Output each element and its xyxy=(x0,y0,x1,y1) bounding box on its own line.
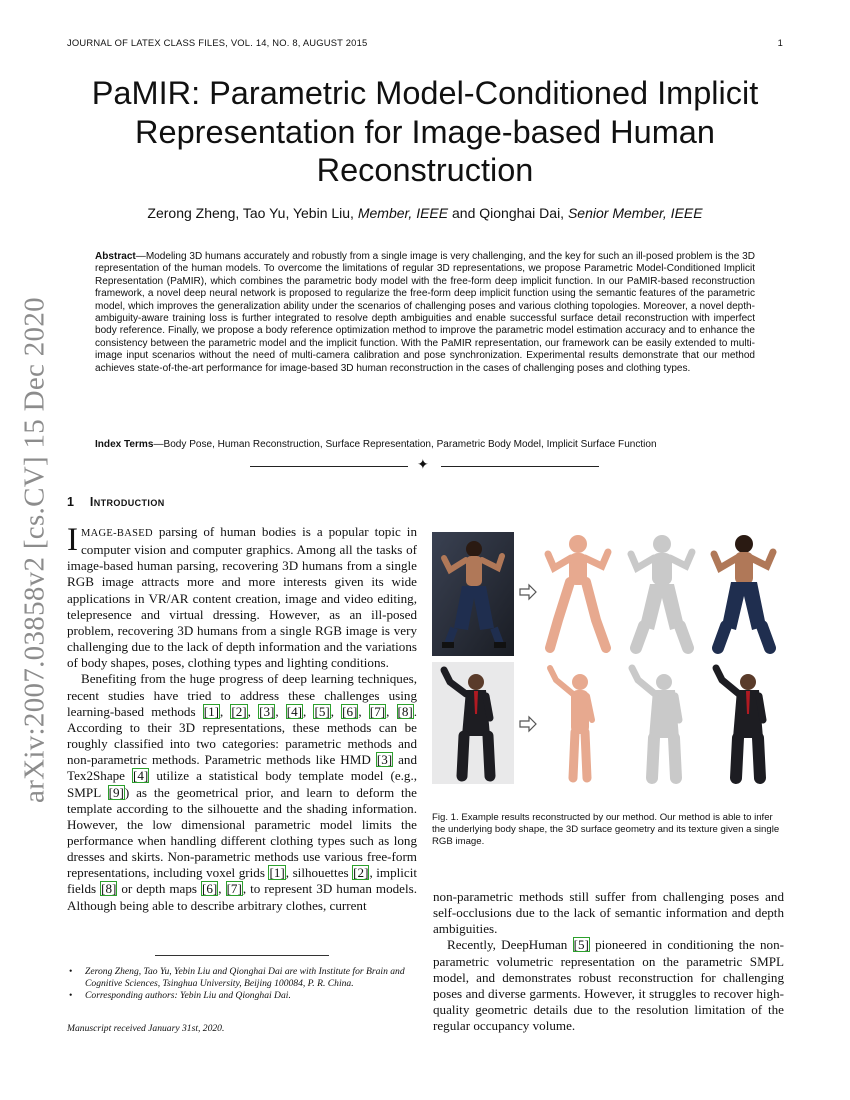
citation-link[interactable]: [1] xyxy=(203,703,219,719)
citation-link[interactable]: [7] xyxy=(369,703,386,719)
footnotes xyxy=(67,966,419,1003)
abstract-text: —Modeling 3D humans accurately and robustly from a single image is very challenging, and the key for such an ill-posed problem is the 3D representation of the human models. To overcome the limitations of regular 3D representations, we propose Parametric Model-Conditioned Implicit Representation (PaMIR), which combines the parametric body model with the free-form deep implicit function. In our PaMIR-based reconstruction framework, a novel deep neural network is proposed to regularize the free-form deep implicit function using the semantic features of the parametric model, which improves the generalization ability under the scenarios of challenging poses and various clothing topologies. Moreover, a novel depth-ambiguity-aware training loss is further integrated to resolve depth ambiguities and enable successful surface detail reconstruction with imperfect body reference. Finally, we propose a body reference optimization method to improve the parametric model estimation accuracy and to enhance the consistency between the parametric model and the implicit function. With the PaMIR representation, our framework can be easily extended to multi-image input scenarios without the need of multi-camera calibration and pose synchronization. Experimental results demonstrate that our method achieves state-of-the-art performance for image-based 3D human reconstruction in the cases of challenging poses and clothing types. xyxy=(95,251,755,374)
figure-caption: Fig. 1. Example results reconstructed by our method. Our method is able to infer the underlying body shape, the 3D surface geometry and its texture given a single RGB image. xyxy=(432,812,780,847)
intro-p2-text: , xyxy=(218,881,226,897)
citation-link[interactable]: [7] xyxy=(226,881,242,897)
index-terms-text: —Body Pose, Human Reconstruction, Surface Representation, Parametric Body Model, Implicit Surface Function xyxy=(153,439,657,450)
intro-p2-text: utilize a statistical body template model (e.g., SMPL xyxy=(67,768,417,800)
index-terms xyxy=(95,439,755,451)
manuscript-date: Manuscript received January 31st, 2020. xyxy=(67,1023,225,1034)
separator-rule-right xyxy=(441,466,599,467)
section-number: 1 xyxy=(67,495,75,509)
separator-diamond-icon: ✦ xyxy=(417,458,429,473)
right-p2-text: pioneered in conditioning the non-parametric volumetric representation on the parametric SMPL model, and demonstrates robust reconstruction for challenging poses and diverse garments. However, it struggles to recover high-quality geometric details due to the resolution limitation of the regular occupancy volume. xyxy=(433,937,784,1034)
intro-p2-text: , silhouettes xyxy=(285,865,353,881)
arrow-right-icon xyxy=(518,582,538,602)
section-title: Introduction xyxy=(89,495,165,509)
citation-link[interactable]: [9] xyxy=(108,784,124,800)
body-shape-2 xyxy=(540,662,618,786)
input-photo-1 xyxy=(432,532,514,656)
intro-paragraph-1 xyxy=(67,524,417,671)
arrow-right-icon xyxy=(518,714,538,734)
textured-result-1 xyxy=(704,530,784,658)
citation-link[interactable]: [4] xyxy=(286,703,303,719)
citation-link[interactable]: [6] xyxy=(342,703,358,719)
geometry-mesh-2 xyxy=(622,662,702,786)
citation-sep: , xyxy=(275,703,286,719)
author-and: and Qionghai Dai, xyxy=(452,205,565,221)
citation-sep: , xyxy=(247,703,259,719)
citation-sep: , xyxy=(303,703,314,719)
section-heading xyxy=(67,495,165,509)
intro-paragraph-2 xyxy=(67,671,417,913)
citation-link[interactable]: [5] xyxy=(314,703,330,719)
footnote-corresponding: • Corresponding authors: Yebin Liu and Qionghai Dai. xyxy=(67,990,419,1002)
citation-link[interactable]: [5] xyxy=(573,937,589,953)
citation-sep: , xyxy=(219,703,231,719)
citation-link[interactable]: [2] xyxy=(231,703,247,719)
citation-link[interactable]: [4] xyxy=(133,768,149,784)
citation-sep: , xyxy=(330,703,342,719)
intro-p2-text: and Tex2Shape xyxy=(67,752,418,784)
textured-result-2 xyxy=(704,662,784,786)
citation-link[interactable]: [8] xyxy=(101,881,117,897)
author-role-member: Member, IEEE xyxy=(357,205,449,221)
running-header xyxy=(67,37,783,48)
input-photo-2 xyxy=(432,662,514,784)
right-paragraph-2 xyxy=(433,937,784,1034)
index-terms-label: Index Terms xyxy=(95,439,154,450)
citation-link[interactable]: [2] xyxy=(353,865,369,881)
intro-p2-text: ) as the geometrical prior, and learn to deform the template according to the silhouette and the shading information. However, the low dimensional parametric model limits the performance when handling different clothing types such as long dresses and skirts. Non-parametric methods use various free-form representations, including voxel grids xyxy=(67,784,417,881)
citation-link[interactable]: [8] xyxy=(397,703,413,719)
figure-1 xyxy=(432,530,784,792)
intro-smallcaps: MAGE-BASED xyxy=(81,528,153,539)
intro-right-column xyxy=(433,889,784,1034)
intro-p2-text: . According to their 3D representations, these methods can be roughly classified into two categories: parametric methods and non-parametric methods. Parametric methods like HMD xyxy=(67,703,418,768)
citation-link[interactable]: [3] xyxy=(259,703,275,719)
footnote-affiliation: • Zerong Zheng, Tao Yu, Yebin Liu and Qionghai Dai are with Institute for Brain and Cognitive Sciences, Tsinghua University, Beijing 100084, P. R. China. xyxy=(67,966,419,989)
intro-left-column xyxy=(67,524,417,914)
intro-p2-text: , to represent 3D human models. Although being able to describe arbitrary clothes, current xyxy=(67,881,418,913)
right-paragraph-1: non-parametric methods still suffer from challenging poses and self-occlusions due to the lack of semantic information and depth ambiguities. xyxy=(433,889,784,937)
separator-rule-left xyxy=(250,466,408,467)
arxiv-stamp-text: arXiv:2007.03858v2 [cs.CV] 15 Dec 2020 xyxy=(18,297,51,803)
geometry-mesh-1 xyxy=(622,530,702,658)
abstract xyxy=(95,251,755,375)
dropcap: I xyxy=(67,522,78,558)
intro-p2-text: Benefiting from the huge progress of deep learning techniques, recent studies have tried to address these challenges using learning-based methods xyxy=(67,671,417,719)
intro-p1-text: parsing of human bodies is a popular topic in computer vision and computer graphics. Among all the tasks of image-based human parsing, recovering 3D humans from a single RGB image attracts more and more interests given its wide applications in VR/AR content creation, image and video editing, telepresence and virtual dressing. However, as an ill-posed problem, recovering 3D humans from a single RGB image is very challenging due to the lack of depth information and the variations of body shapes, poses, clothing types and lighting conditions. xyxy=(67,524,417,671)
abstract-label: Abstract xyxy=(95,251,136,262)
footnote-rule xyxy=(155,955,329,956)
author-names: Zerong Zheng, Tao Yu, Yebin Liu, xyxy=(147,205,354,221)
right-p2-text: Recently, DeepHuman xyxy=(447,937,573,953)
paper-title: PaMIR: Parametric Model-Conditioned Implicit Representation for Image-based Human Reconstruction xyxy=(91,75,759,188)
citation-sep: , xyxy=(386,703,397,719)
arxiv-stamp xyxy=(10,290,60,810)
author-line xyxy=(60,205,790,221)
citation-sep: , xyxy=(358,703,369,719)
running-header-text: JOURNAL OF LATEX CLASS FILES, VOL. 14, NO. 8, AUGUST 2015 xyxy=(67,37,368,48)
citation-link[interactable]: [6] xyxy=(202,881,218,897)
intro-p2-text: , implicit fields xyxy=(67,865,417,897)
citation-link[interactable]: [3] xyxy=(376,752,393,768)
intro-p2-text: or depth maps xyxy=(117,881,201,897)
body-shape-1 xyxy=(540,530,618,658)
author-role-senior: Senior Member, IEEE xyxy=(567,205,703,221)
citation-link[interactable]: [1] xyxy=(269,865,285,881)
page-number: 1 xyxy=(777,37,783,48)
